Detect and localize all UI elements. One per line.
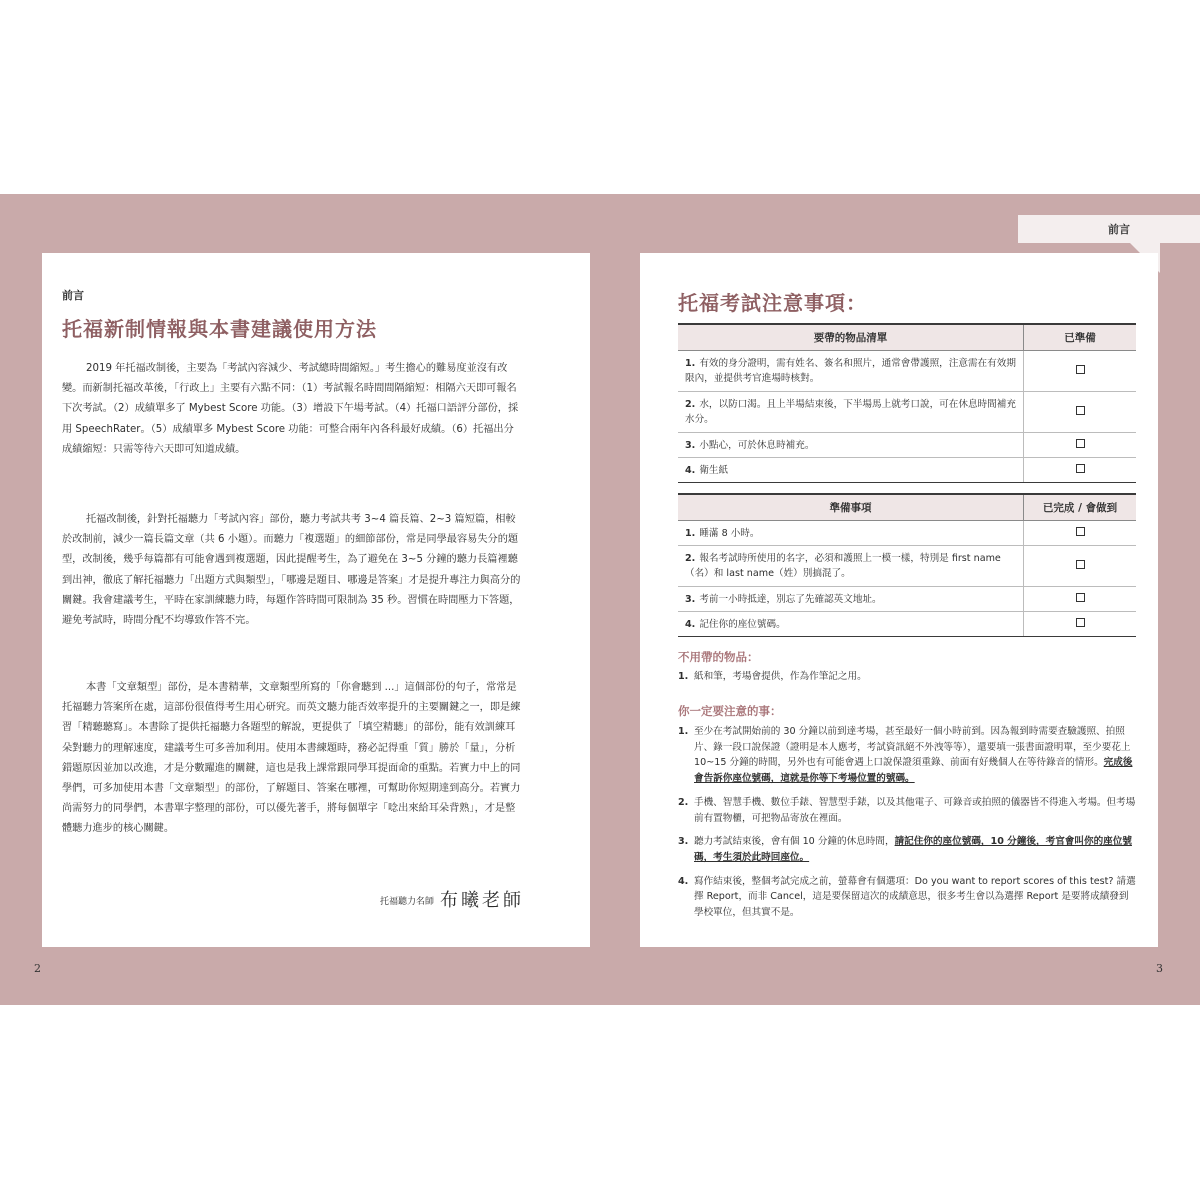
row-text: 考前一小時抵達，別忘了先確認英文地址。: [699, 593, 882, 605]
item-text: 至少在考試開始前的 30 分鐘以前到達考場，甚至最好一個小時前到。因為報到時需要查驗護照、拍照片、錄一段口說保證（證明是本人應考，考試資訊絕不外洩等等），還要填一張書面證明單，至少要花上 10~15 分鐘的時間，另外也有可能會遇上口說保證須重錄、前面有好幾個人在等待錄音的情形。: [694, 726, 1131, 769]
row-number: 1.: [685, 358, 696, 369]
row-number: 4.: [685, 618, 696, 630]
table-row: [678, 546, 1136, 587]
checkbox[interactable]: [1076, 439, 1085, 448]
row-text: 有效的身分證明，需有姓名、簽名和照片，通常會帶護照，注意需在有效期限內，並提供考官進場時核對。: [685, 358, 1016, 384]
author-role: 托福聽力名師: [380, 896, 435, 907]
item-text: 手機、智慧手機、數位手錶、智慧型手錶，以及其他電子、可錄音或拍照的儀器皆不得進入考場。但考場前有置物櫃，可把物品寄放在裡面。: [694, 796, 1136, 824]
checkbox[interactable]: [1076, 527, 1085, 536]
items-checklist-table: [678, 323, 1136, 483]
row-number: 3.: [685, 439, 696, 451]
row-number: 2.: [685, 399, 696, 410]
item-text: 聽力考試結束後，會有個 10 分鐘的休息時間，: [694, 836, 895, 848]
list-item: [678, 669, 1138, 685]
row-number: 3.: [685, 593, 696, 605]
not-needed-list: [678, 669, 1138, 693]
table-row: [678, 458, 1136, 483]
paragraph-1: 2019 年托福改制後，主要為「考試內容減少、考試總時間縮短。」考生擔心的難易度並沒有改變。而新制托福改革後，「行政上」主要有六點不同：（1）考試報名時間間隔縮短：相隔六天即可報名下次考試。（2）成績單多了 Mybest Score 功能。（3）增設下午場考試。（4）托福口語評分部份，採用 SpeechRater。（5）成績單多 Mybest Score 功能：可整合兩年內各科最好成績。（6）托福出分成績縮短：只需等待六天即可知道成績。: [62, 363, 519, 455]
item-number: 1.: [678, 726, 689, 737]
right-page-number: 3: [1156, 962, 1163, 975]
row-number: 4.: [685, 464, 696, 476]
item-text: 紙和筆，考場會提供，作為作筆記之用。: [694, 671, 867, 682]
table-row: [678, 612, 1136, 637]
not-needed-heading: 不用帶的物品：: [678, 650, 759, 664]
row-number: 1.: [685, 527, 696, 539]
checkbox[interactable]: [1076, 406, 1085, 415]
list-item: [678, 834, 1138, 865]
items-header: 要帶的物品清單: [678, 324, 1024, 351]
table-row: [678, 392, 1136, 433]
preparation-checklist-table: [678, 493, 1136, 637]
item-highlight: 請記住你的座位號碼，10 分鐘後，考官會叫你的座位號碼，考生須於此時回座位。: [694, 836, 1132, 863]
table-row: [678, 587, 1136, 612]
section-tab-label: 前言: [1108, 223, 1130, 236]
row-text: 小點心，可於休息時補充。: [699, 439, 815, 451]
items-status-header: 已準備: [1024, 324, 1137, 351]
right-page: [640, 253, 1158, 947]
item-number: 2.: [678, 796, 689, 808]
table-row: [678, 433, 1136, 458]
row-number: 2.: [685, 553, 696, 564]
notice-title: 托福考試注意事項：: [678, 291, 867, 315]
notes-heading: 你一定要注意的事：: [678, 704, 782, 718]
table-row: [678, 521, 1136, 546]
checkbox[interactable]: [1076, 560, 1085, 569]
table-row: [678, 351, 1136, 392]
list-item: [678, 724, 1138, 787]
checkbox[interactable]: [1076, 464, 1085, 473]
book-spread: [0, 194, 1200, 1005]
author-signature: [380, 886, 525, 912]
notes-list: [678, 724, 1138, 929]
item-text: 寫作結束後，整個考試完成之前，螢幕會有個選項：Do you want to report scores of this test? 請選擇 Report，而非 Cancel，這是要保留這次的成績意思，很多考生會以為選擇 Report 是要將成績發到學校單位，但其實不是。: [694, 875, 1136, 919]
row-text: 報名考試時所使用的名字，必須和護照上一模一樣，特別是 first name（名）和 last name（姓）別搞混了。: [685, 553, 1001, 579]
item-number: 3.: [678, 836, 689, 848]
section-tab: [1018, 215, 1200, 243]
item-number: 1.: [678, 671, 689, 682]
author-name: 布曦老師: [440, 890, 525, 911]
left-page-number: 2: [34, 962, 41, 975]
checkbox[interactable]: [1076, 365, 1085, 374]
checkbox[interactable]: [1076, 593, 1085, 602]
list-item: [678, 874, 1138, 921]
row-text: 衛生紙: [699, 464, 729, 476]
chapter-label: 前言: [62, 289, 84, 302]
row-text: 水，以防口渴。且上半場結束後，下半場馬上就考口說，可在休息時間補充水分。: [685, 399, 1016, 425]
paragraph-2: 托福改制後，針對托福聽力「考試內容」部份，聽力考試共考 3~4 篇長篇、2~3 篇短篇，相較於改制前，減少一篇長篇文章（共 6 小題）。而聽力「複選題」的細節部份，常是同學最容易失分的題型，改制後，幾乎每篇都有可能會遇到複選題，因此提醒考生，為了避免在 3~5 分鐘的聽力長篇裡聽到出神，徹底了解托福聽力「出題方式與類型」，「哪邊是題目、哪邊是答案」才是提升專注力與高分的關鍵。我會建議考生，平時在家訓練聽力時，每題作答時間可限制為 35 秒。習慣在時間壓力下答題，避免考試時，時間分配不均導致作答不完。: [62, 514, 521, 627]
list-item: [678, 795, 1138, 826]
prep-status-header: 已完成 / 會做到: [1024, 494, 1137, 521]
checkbox[interactable]: [1076, 618, 1085, 627]
paragraph-3: 本書「文章類型」部份，是本書精華，文章類型所寫的「你會聽到 ...」這個部份的句子，常常是托福聽力答案所在處，這部份很值得考生用心研究。而英文聽力能否效率提升的主要關鍵之一，即是練習「精聽聽寫」。本書除了提供托福聽力各題型的解說，更提供了「填空精聽」的部份，能有效訓練耳朵對聽力的理解速度，建議考生可多善加利用。使用本書練題時，務必記得重「質」勝於「量」，分析錯題原因並加以改進，才是分數躍進的關鍵，這也是我上課常跟同學耳提面命的重點。若實力中上的同學們，可多加使用本書「文章類型」的部份，了解題目、答案在哪裡，可幫助你短期達到高分。若實力尚需努力的同學們，本書單字整理的部份，可以優先著手，將每個單字「唸出來給耳朵背熟」，才是整體聽力進步的核心關鍵。: [62, 682, 521, 835]
row-text: 睡滿 8 小時。: [699, 527, 760, 539]
item-number: 4.: [678, 875, 689, 887]
item-highlight: 完成後會告訴你座位號碼，這就是你等下考場位置的號碼。: [694, 757, 1133, 785]
left-page: [42, 253, 590, 947]
row-text: 記住你的座位號碼。: [699, 618, 786, 630]
prep-header: 準備事項: [678, 494, 1024, 521]
page-title: 托福新制情報與本書建議使用方法: [62, 317, 377, 341]
